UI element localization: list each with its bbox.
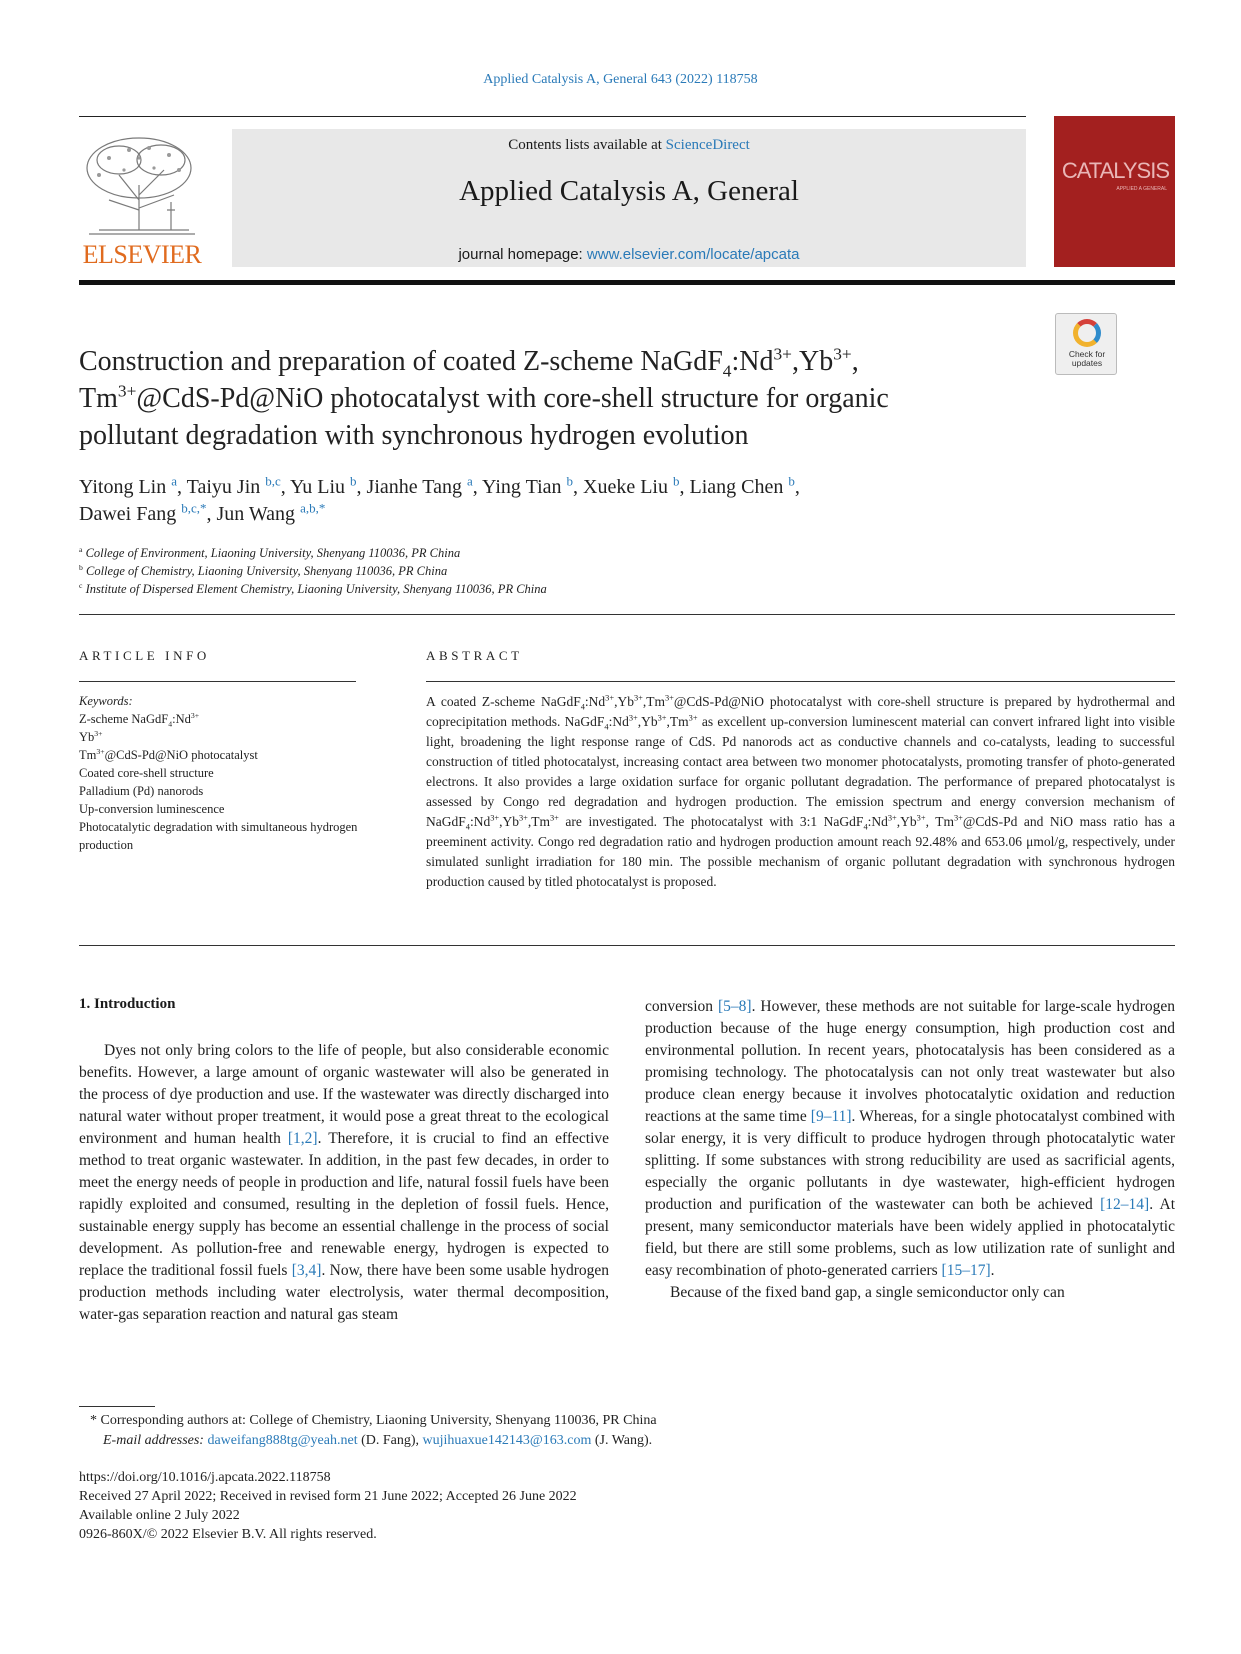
keyword: Up-conversion luminescence xyxy=(79,802,225,816)
publisher-name: ELSEVIER xyxy=(82,240,202,269)
abstract-rule xyxy=(426,681,1175,682)
paragraph: conversion [5–8]. However, these methods are not suitable for large-scale hydrogen production because of the huge energy consumption, high production cost and environmental pollution. In recent years, photocatalysis has been considered as a promising technology. The photocatalysis can not only treat wastewater but also produce clean energy because it involves photocatalytic oxidation and reduction reactions at the same time [9–11]. Whereas, for a single photocatalyst combined with solar energy, it is very difficult to produce hydrogen through photocatalytic water splitting. If some substances with strong reducibility are used as sacrificial agents, especially the organic pollutants in dye wastewater, high-efficient hydrogen production and purification of the wastewater can both be achieved [12–14]. At present, many semiconductor materials have been widely applied in photocatalytic field, but there are still some problems, such as low utilization rate of sunlight and easy recombination of photo-generated carriers [15–17]. xyxy=(645,998,1175,1279)
keyword: Palladium (Pd) nanorods xyxy=(79,784,204,798)
doi-link[interactable]: https://doi.org/10.1016/j.apcata.2022.118758 xyxy=(79,1470,331,1485)
sciencedirect-link[interactable]: ScienceDirect xyxy=(665,137,750,153)
check-for-updates-button[interactable] xyxy=(1055,313,1117,375)
abstract-heading: ABSTRACT xyxy=(426,648,523,663)
body-column-right xyxy=(645,996,1175,1304)
footnote-rule xyxy=(79,1406,155,1407)
citation-link[interactable]: [5–8] xyxy=(717,998,752,1015)
citation-link[interactable]: [9–11] xyxy=(810,1108,852,1125)
contents-line: Contents lists available at ScienceDirect xyxy=(508,137,750,153)
cover-subtitle: APPLIED A GENERAL xyxy=(1116,186,1167,192)
journal-name: Applied Catalysis A, General xyxy=(459,175,799,207)
citation-link[interactable]: [1,2] xyxy=(287,1130,318,1147)
email-link[interactable]: daweifang888tg@yeah.net xyxy=(207,1433,358,1448)
author[interactable]: Jianhe Tang $^a$ xyxy=(366,473,473,498)
paragraph: Dyes not only bring colors to the life of people, but also considerable economic benefits. However, a large amount of organic wastewater will also be generated in the process of dye production and use. If the wastewater was directly discharged into natural water without proper treatment, it would pose a great threat to the ecological environment and human health [1,2]. Therefore, it is crucial to find an effective method to treat organic wastewater. In addition, in the past few decades, in order to meet the energy needs of people in production and life, natural fossil fuels have been rapidly exploited and consumed, resulting in the depletion of fossil fuels. Hence, sustainable energy supply has become an essential challenge in the process of social development. As pollution-free and renewable energy, hydrogen is expected to replace the traditional fossil fuels [3,4]. Now, there have been some usable hydrogen production methods including water electrolysis, water thermal decomposition, water-gas separation reaction and natural gas steam xyxy=(79,1042,610,1323)
article-info-rule xyxy=(79,681,356,682)
author[interactable]: Dawei Fang $^{b,c,*}$ xyxy=(79,500,207,525)
body-column-left xyxy=(79,1040,609,1326)
email-link[interactable]: wujihuaxue142143@163.com xyxy=(422,1433,592,1448)
section-rule xyxy=(79,614,1175,615)
author[interactable]: Taiyu Jin $^{b,c}$ xyxy=(186,473,281,498)
journal-cover-thumbnail[interactable] xyxy=(1054,116,1175,267)
journal-banner xyxy=(232,129,1026,267)
citation-link[interactable]: [15–17] xyxy=(941,1262,991,1279)
received-dates: Received 27 April 2022; Received in revised form 21 June 2022; Accepted 26 June 2022 xyxy=(79,1489,577,1504)
header-thick-rule xyxy=(79,280,1175,285)
journal-homepage-link[interactable]: www.elsevier.com/locate/apcata xyxy=(586,246,800,263)
article-title: Construction and preparation of coated Z-scheme $NaGdF_4:Nd^{3+},Yb^{3+}$, $Tm^{3+}@CdS-Pd@NiO$ photocatalyst with core-shell structure for organic pollutant degradation with synchronous hydrogen evolution xyxy=(79,344,889,451)
citation-link[interactable]: [12–14] xyxy=(1100,1196,1150,1213)
author[interactable]: Xueke Liu $^b$ xyxy=(583,473,680,498)
available-online: Available online 2 July 2022 xyxy=(79,1508,240,1523)
journal-citation[interactable]: Applied Catalysis A, General 643 (2022) 118758 xyxy=(483,72,758,87)
homepage-line: journal homepage: www.elsevier.com/locate/apcata xyxy=(458,246,800,263)
email-addresses: E-mail addresses: daweifang888tg@yeah.net (D. Fang), wujihuaxue142143@163.com (J. Wang). xyxy=(103,1433,653,1448)
check-updates-label: Check for updates xyxy=(1068,349,1106,368)
copyright: 0926-860X/© 2022 Elsevier B.V. All rights reserved. xyxy=(79,1527,377,1542)
elsevier-tree-icon xyxy=(79,130,205,238)
author[interactable]: Yitong Lin $^a$ xyxy=(79,473,178,498)
check-updates-icon xyxy=(1073,319,1101,347)
keyword: Coated core-shell structure xyxy=(79,766,214,780)
article-info-heading: ARTICLE INFO xyxy=(79,648,210,663)
keywords-label: Keywords: xyxy=(79,694,133,708)
paragraph: Because of the fixed band gap, a single semiconductor only can xyxy=(670,1284,1065,1301)
citation-link[interactable]: [3,4] xyxy=(291,1262,322,1279)
keyword: Photocatalytic degradation with simultaneous hydrogen production xyxy=(79,820,358,852)
author[interactable]: Liang Chen $^b$ xyxy=(689,473,795,498)
author[interactable]: Yu Liu $^b$ xyxy=(290,473,357,498)
author[interactable]: Jun Wang $^{a,b,*}$ xyxy=(216,500,326,525)
author-list: Yitong Lin $^a$, Taiyu Jin $^{b,c}$, Yu Liu $^b$, Jianhe Tang $^a$, Ying Tian $^b$, Xueke Liu $^b$, Liang Chen $^b$, Dawei Fang $^{b,c,*}$, Jun Wang $^{a,b,*}$ xyxy=(79,473,800,525)
affiliation: $^c$ Institute of Dispersed Element Chemistry, Liaoning University, Shenyang 110036, PR China xyxy=(79,580,547,596)
section-heading-introduction: 1. Introduction xyxy=(79,996,176,1012)
keyword: $Tm^{3+}@CdS-Pd@NiO$ photocatalyst xyxy=(79,746,258,762)
affiliation: $^a$ College of Environment, Liaoning University, Shenyang 110036, PR China xyxy=(79,544,461,560)
affiliation: $^b$ College of Chemistry, Liaoning University, Shenyang 110036, PR China xyxy=(79,562,448,578)
abstract-text: A coated Z-scheme $NaGdF_4:Nd^{3+},Yb^{3+},Tm^{3+}@CdS-Pd@NiO$ photocatalyst with core-shell structure is prepared by hydrothermal and coprecipitation methods. $NaGdF_4:Nd^{3+},Yb^{3+},Tm^{3+}$ as excellent up-conversion luminescent material can convert infrared light into visible light, broadening the light response range of CdS. Pd nanorods act as conductive channels and co-catalysts, leading to successful construction of titled photocatalyst, increasing contact area between two monomer photocatalysts, promoting transfer of photo-generated electrons. It also provides a large oxidation surface for organic pollutant degradation. The performance of prepared photocatalyst is assessed by Congo red degradation and hydrogen production. The emission spectrum and energy conversion mechanism of $NaGdF_4:Nd^{3+},Yb^{3+},Tm^{3+}$ are investigated. The photocatalyst with 3:1 $NaGdF_4:Nd^{3+},Yb^{3+}$, $Tm^{3+}@CdS-Pd$ and NiO mass ratio has a preeminent activity. Congo red degradation ratio and hydrogen production amount reach 92.48% and 653.06 μmol/g, respectively, under simulated sunlight irradiation for 180 min. The possible mechanism of organic pollutant degradation with synchronous hydrogen production caused by titled photocatalyst is proposed. xyxy=(426,693,1175,889)
elsevier-logo[interactable] xyxy=(79,130,205,270)
keywords-list xyxy=(79,692,359,854)
section-rule xyxy=(79,945,1175,946)
header-rule xyxy=(79,116,1026,117)
keyword: Z-scheme $NaGdF_4:Nd^{3+}$ xyxy=(79,710,200,729)
author[interactable]: Ying Tian $^b$ xyxy=(482,473,574,498)
cover-title: CATALYSIS xyxy=(1061,158,1169,183)
keyword: $Yb^{3+}$ xyxy=(79,728,103,744)
corresponding-author-note: * Corresponding authors at: College of Chemistry, Liaoning University, Shenyang 110036, PR China xyxy=(90,1413,657,1428)
